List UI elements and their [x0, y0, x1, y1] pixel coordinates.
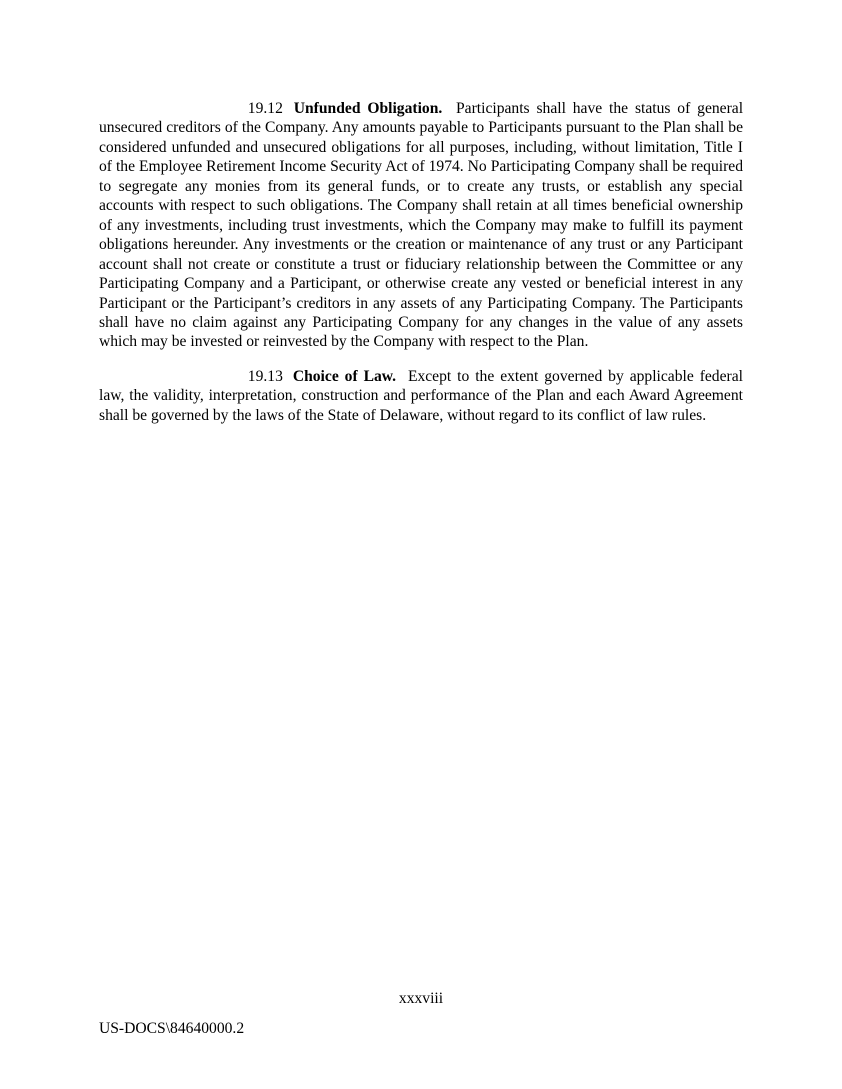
document-body [99, 99, 743, 440]
page-number: xxxviii [398, 990, 444, 1007]
section-19-13 [99, 367, 743, 425]
section-text: Participants shall have the status of general unsecured creditors of the Company. Any amounts payable to Participants pursuant to the Plan shall be considered unfunded and unsecured obligations for all purposes, including, without limitation, Title I of the Employee Retirement Income Security Act of 1974. No Participating Company shall be required to segregate any monies from its general funds, or to create any trusts, or establish any special accounts with respect to such obligations. The Company shall retain at all times beneficial ownership of any investments, including trust investments, which the Company may make to fulfill its payment obligations hereunder. Any investments or the creation or maintenance of any trust or any Participant account shall not create or constitute a trust or fiduciary relationship between the Committee or any Participating Company and a Participant, or otherwise create any vested or beneficial interest in any Participant or the Participant’s creditors in any assets of any Participating Company. The Participants shall have no claim against any Participating Company for any changes in the value of any assets which may be invested or reinvested by the Company with respect to the Plan. [99, 100, 744, 351]
section-heading: Choice of Law. [292, 367, 397, 385]
section-text: Except to the extent governed by applicable federal law, the validity, interpretation, construction and performance of the Plan and each Award Agreement shall be governed by the laws of the State of Delaware, without regard to its conflict of law rules. [99, 367, 743, 424]
document-id: US-DOCS\84640000.2 [99, 1020, 245, 1037]
section-number: 19.13 [247, 367, 283, 385]
section-19-12 [99, 99, 743, 352]
section-heading: Unfunded Obligation. [293, 100, 443, 117]
section-number: 19.12 [247, 100, 283, 117]
